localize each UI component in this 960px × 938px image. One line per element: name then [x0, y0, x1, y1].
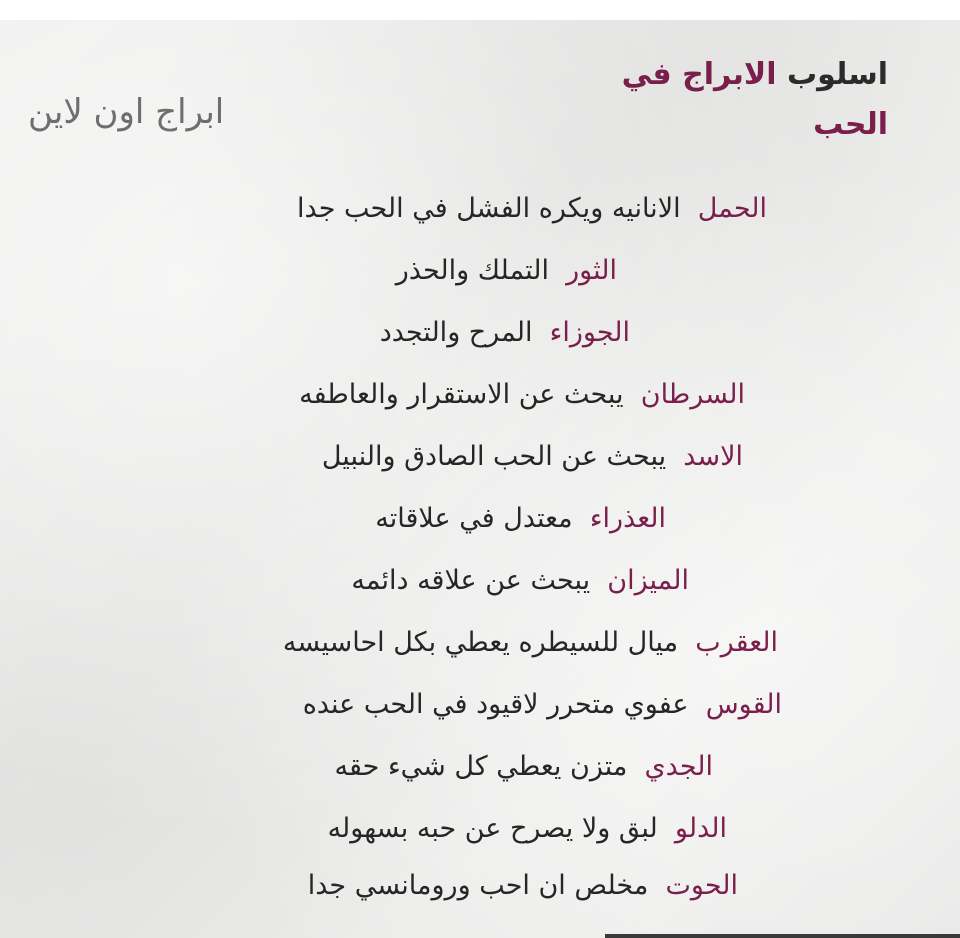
sign-name: الجوزاء: [549, 317, 630, 348]
sign-description: يبحث عن الحب الصادق والنبيل: [321, 441, 667, 472]
list-item-aries: [297, 189, 767, 229]
list-item-taurus: [396, 251, 617, 291]
top-strip: [0, 0, 960, 20]
list-item-scorpio: [283, 623, 778, 663]
sign-name: الحوت: [665, 870, 738, 901]
sign-name: الثور: [566, 255, 617, 286]
sign-description: المرح والتجدد: [379, 317, 533, 348]
list-item-cancer: [299, 375, 745, 415]
sign-description: متزن يعطي كل شيء حقه: [334, 751, 628, 782]
list-item-aquarius: [328, 809, 727, 849]
list-item-virgo: [375, 499, 666, 539]
sign-name: الميزان: [607, 565, 689, 596]
bottom-divider: [605, 934, 960, 938]
list-item-libra: [351, 561, 689, 601]
sign-name: العذراء: [589, 503, 666, 534]
title-line-2: الحب: [813, 107, 888, 142]
sign-description: الانانيه ويكره الفشل في الحب جدا: [297, 193, 681, 224]
title-line-1: [622, 50, 888, 100]
sign-description: عفوي متحرر لاقيود في الحب عنده: [302, 689, 689, 720]
sign-description: ميال للسيطره يعطي بكل احاسيسه: [282, 627, 679, 658]
sign-name: السرطان: [640, 379, 745, 410]
sign-name: الجدي: [644, 751, 713, 782]
page-title: [622, 50, 888, 150]
title-prefix: اسلوب: [787, 57, 888, 92]
sign-description: لبق ولا يصرح عن حبه بسهوله: [327, 813, 658, 844]
sign-description: مخلص ان احب ورومانسي جدا: [307, 870, 649, 901]
sign-name: الحمل: [697, 193, 767, 224]
sign-description: يبحث عن علاقه دائمه: [351, 565, 591, 596]
list-item-sagittarius: [303, 685, 782, 725]
sign-name: الدلو: [674, 813, 727, 844]
list-item-gemini: [380, 313, 630, 353]
watermark: ابراج اون لاين: [28, 92, 225, 132]
sign-description: التملك والحذر: [395, 255, 549, 286]
sign-name: العقرب: [695, 627, 778, 658]
title-accent: الابراج في: [621, 57, 777, 92]
sign-description: يبحث عن الاستقرار والعاطفه: [299, 379, 624, 410]
sign-name: الاسد: [683, 441, 743, 472]
list-item-pisces: [308, 866, 738, 906]
list-item-capricorn: [335, 747, 713, 787]
sign-description: معتدل في علاقاته: [375, 503, 573, 534]
list-item-leo: [322, 437, 743, 477]
sign-name: القوس: [705, 689, 782, 720]
